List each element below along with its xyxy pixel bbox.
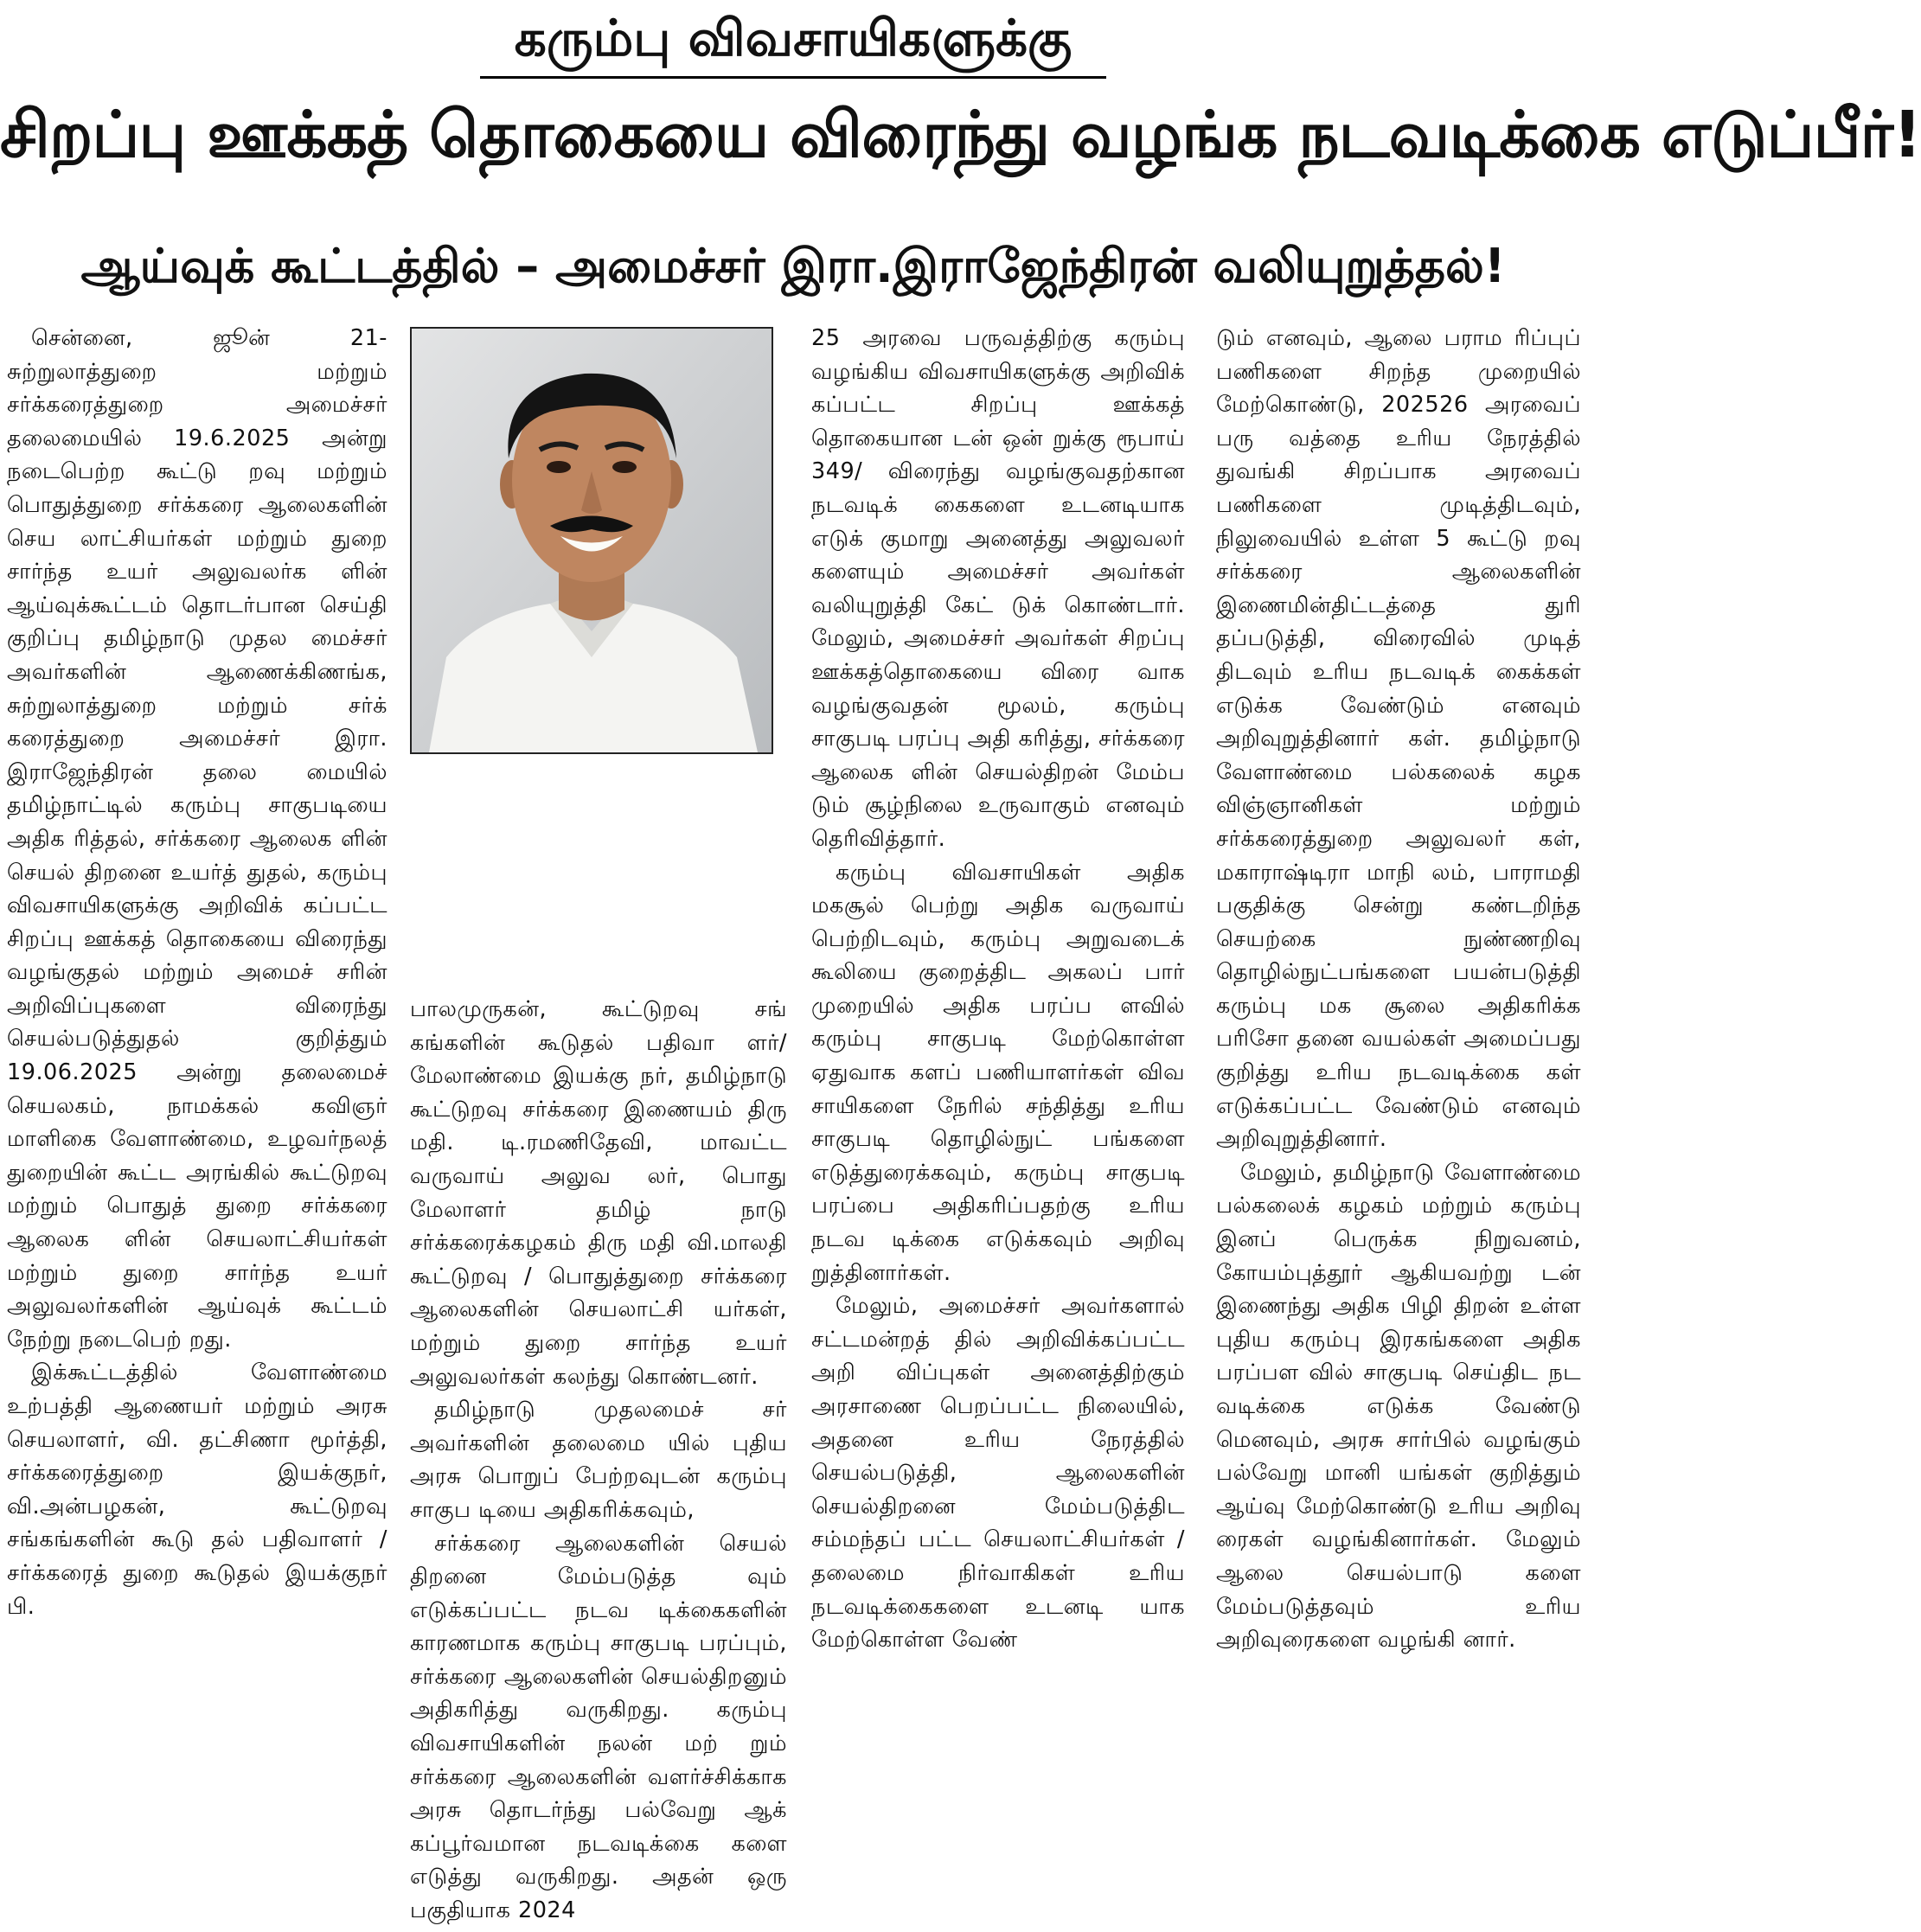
paragraph: டும் எனவும், ஆலை பராம ரிப்புப் பணிகளை சிறந்த முறையில் மேற்கொண்டு, 202526 அரவைப் பரு வத்தை உரிய நேரத்தில் துவங்கி சிறப்பாக அரவைப் பணிகளை முடித்திடவும், நிலுவையில் உள்ள 5 கூட்டு றவு சர்க்கரை ஆலைகளின் இணைமின்திட்டத்தை துரி தப்படுத்தி, விரைவில் முடித் திடவும் உரிய நடவடிக் கைக்கள் எடுக்க வேண்டும் எனவும் அறிவுறுத்தினார் கள். தமிழ்நாடு வேளாண்மை பல்கலைக் கழக விஞ்ஞானிகள் மற்றும் சர்க்கரைத்துறை அலுவலர் கள், மகாராஷ்டிரா மாநி லம், பாராமதி பகுதிக்கு சென்று கண்டறிந்த செயற்கை நுண்ணறிவு தொழில்நுட்பங்களை பயன்படுத்தி கரும்பு மக சூலை அதிகரிக்க பரிசோ தனை வயல்கள் அமைப்பது குறித்து உரிய நடவடிக்கை கள் எடுக்கப்பட்ட வேண்டும் எனவும் அறிவுறுத்தினார். (1216, 325, 1581, 1153)
article-column-3 (811, 322, 1185, 1927)
kicker (0, 5, 1586, 79)
article-column-4 (1216, 322, 1581, 1927)
headline: சிறப்பு ஊக்கத் தொகையை விரைந்து வழங்க நடவடிக்கை எடுப்பீர்! (0, 98, 1921, 172)
paragraph: மேலும், அமைச்சர் அவர்களால் சட்டமன்றத் தில் அறிவிக்கப்பட்ட அறி விப்புகள் அனைத்திற்கும் அரசாணை பெறப்பட்ட நிலையில், அதனை உரிய நேரத்தில் செயல்படுத்தி, ஆலைகளின் செயல்திறனை மேம்படுத்திட சம்மந்தப் பட்ட செயலாட்சியர்கள் / தலைமை நிர்வாகிகள் உரிய நடவடிக்கைகளை உடனடி யாக மேற்கொள்ள வேண் (811, 1293, 1185, 1654)
paragraph: கரும்பு விவசாயிகள் அதிக மகசூல் பெற்று அதிக வருவாய் பெற்றிடவும், கரும்பு அறுவடைக் கூலியை குறைத்திட அகலப் பார் முறையில் அதிக பரப்ப ளவில் கரும்பு சாகுபடி மேற்கொள்ள ஏதுவாக களப் பணியாளர்கள் விவ சாயிகளை நேரில் சந்தித்து உரிய சாகுபடி தொழில்நுட் பங்களை எடுத்துரைக்கவும், கரும்பு சாகுபடி பரப்பை அதிகரிப்பதற்கு உரிய நடவ டிக்கை எடுக்கவும் அறிவு றுத்தினார்கள். (811, 859, 1185, 1286)
paragraph: பாலமுருகன், கூட்டுறவு சங் கங்களின் கூடுதல் பதிவா ளர்/மேலாண்மை இயக்கு நர், தமிழ்நாடு கூட்டுறவு சர்க்கரை இணையம் திரு மதி. டி.ரமணிதேவி, மாவட்ட வருவாய் அலுவ லர், பொது மேலாளர் தமிழ் நாடு சர்க்கரைக்கழகம் திரு மதி வி.மாலதி கூட்டுறவு / பொதுத்துறை சர்க்கரை ஆலைகளின் செயலாட்சி யர்கள், மற்றும் துறை சார்ந்த உயர் அலுவலர்கள் கலந்து கொண்டனர். (410, 996, 787, 1390)
paragraph: சென்னை, ஜூன் 21- சுற்றுலாத்துறை மற்றும் சர்க்கரைத்துறை அமைச்சர் தலைமையில் 19.6.2025 அன்று நடைபெற்ற கூட்டு றவு மற்றும் பொதுத்துறை சர்க்கரை ஆலைகளின் செய லாட்சியர்கள் மற்றும் துறை சார்ந்த உயர் அலுவலர்க ளின் ஆய்வுக்கூட்டம் தொடர்பான செய்தி குறிப்பு தமிழ்நாடு முதல மைச்சர் அவர்களின் ஆணைக்கிணங்க, சுற்றுலாத்துறை மற்றும் சர்க் கரைத்துறை அமைச்சர் இரா. இராஜேந்திரன் தலை மையில் தமிழ்நாட்டில் கரும்பு சாகுபடியை அதிக ரித்தல், சர்க்கரை ஆலைக ளின் செயல் திறனை உயர்த் துதல், கரும்பு விவசாயிகளுக்கு அறிவிக் கப்பட்ட சிறப்பு ஊக்கத் தொகையை விரைந்து வழங்குதல் மற்றும் அமைச் சரின் அறிவிப்புகளை விரைந்து செயல்படுத்துதல் குறித்தும் 19.06.2025 அன்று தலைமைச் செயலகம், நாமக்கல் கவிஞர் மாளிகை வேளாண்மை, உழவர்நலத் துறையின் கூட்ட அரங்கில் கூட்டுறவு மற்றும் பொதுத் துறை சர்க்கரை ஆலைக ளின் செயலாட்சியர்கள் மற்றும் துறை சார்ந்த உயர் அலுவலர்களின் ஆய்வுக் கூட்டம் நேற்று நடைபெற் றது. (7, 325, 387, 1353)
kicker-text: கரும்பு விவசாயிகளுக்கு (480, 5, 1107, 79)
article-column-2 (410, 993, 787, 1927)
paragraph: சர்க்கரை ஆலைகளின் செயல் திறனை மேம்படுத்த வும் எடுக்கப்பட்ட நடவ டிக்கைகளின் காரணமாக கரும்பு சாகுபடி பரப்பும், சர்க்கரை ஆலைகளின் செயல்திறனும் அதிகரித்து வருகிறது. கரும்பு விவசாயிகளின் நலன் மற் றும் சர்க்கரை ஆலைகளின் வளர்ச்சிக்காக அரசு தொடர்ந்து பல்வேறு ஆக் கப்பூர்வமான நடவடிக்கை களை எடுத்து வருகிறது. அதன் ஒரு பகுதியாக 2024 (410, 1530, 787, 1924)
paragraph: மேலும், தமிழ்நாடு வேளாண்மை பல்கலைக் கழகம் மற்றும் கரும்பு இனப் பெருக்க நிறுவனம், கோயம்புத்தூர் ஆகியவற்று டன் இணைந்து அதிக பிழி திறன் உள்ள புதிய கரும்பு இரகங்களை அதிக பரப்பள வில் சாகுபடி செய்திட நட வடிக்கை எடுக்க வேண்டு மெனவும், அரசு சார்பில் வழங்கும் பல்வேறு மானி யங்கள் குறித்தும் ஆய்வு மேற்கொண்டு உரிய அறிவு ரைகள் வழங்கினார்கள். மேலும் ஆலை செயல்பாடு களை மேம்படுத்தவும் உரிய அறிவுரைகளை வழங்கி னார். (1216, 1159, 1581, 1654)
minister-portrait (410, 327, 773, 754)
paragraph: இக்கூட்டத்தில் வேளாண்மை உற்பத்தி ஆணையர் மற்றும் அரசு செயலாளர், வி. தட்சிணா மூர்த்தி, சர்க்கரைத்துறை இயக்குநர், வி.அன்பழகன், கூட்டுறவு சங்கங்களின் கூடு தல் பதிவாளர் / சர்க்கரைத் துறை கூடுதல் இயக்குநர் பி. (7, 1359, 387, 1620)
paragraph: தமிழ்நாடு முதலமைச் சர் அவர்களின் தலைமை யில் புதிய அரசு பொறுப் பேற்றவுடன் கரும்பு சாகுப டியை அதிகரிக்கவும், (410, 1397, 787, 1523)
paragraph: 25 அரவை பருவத்திற்கு கரும்பு வழங்கிய விவசாயிகளுக்கு அறிவிக் கப்பட்ட சிறப்பு ஊக்கத் தொகையான டன் ஒன் றுக்கு ரூபாய் 349/ விரைந்து வழங்குவதற்கான நடவடிக் கைகளை உடனடியாக எடுக் குமாறு அனைத்து அலுவலர் களையும் அமைச்சர் அவர்கள் வலியுறுத்தி கேட் டுக் கொண்டார். மேலும், அமைச்சர் அவர்கள் சிறப்பு ஊக்கத்தொகையை விரை வாக வழங்குவதன் மூலம், கரும்பு சாகுபடி பரப்பு அதி கரித்து, சர்க்கரை ஆலைக ளின் செயல்திறன் மேம்ப டும் சூழ்நிலை உருவாகும் எனவும் தெரிவித்தார். (811, 325, 1185, 852)
portrait-icon (412, 329, 772, 752)
subheadline: ஆய்வுக் கூட்டத்தில் – அமைச்சர் இரா.இராஜேந்திரன் வலியுறுத்தல்! (80, 239, 1506, 293)
article-column-1 (7, 322, 387, 1927)
